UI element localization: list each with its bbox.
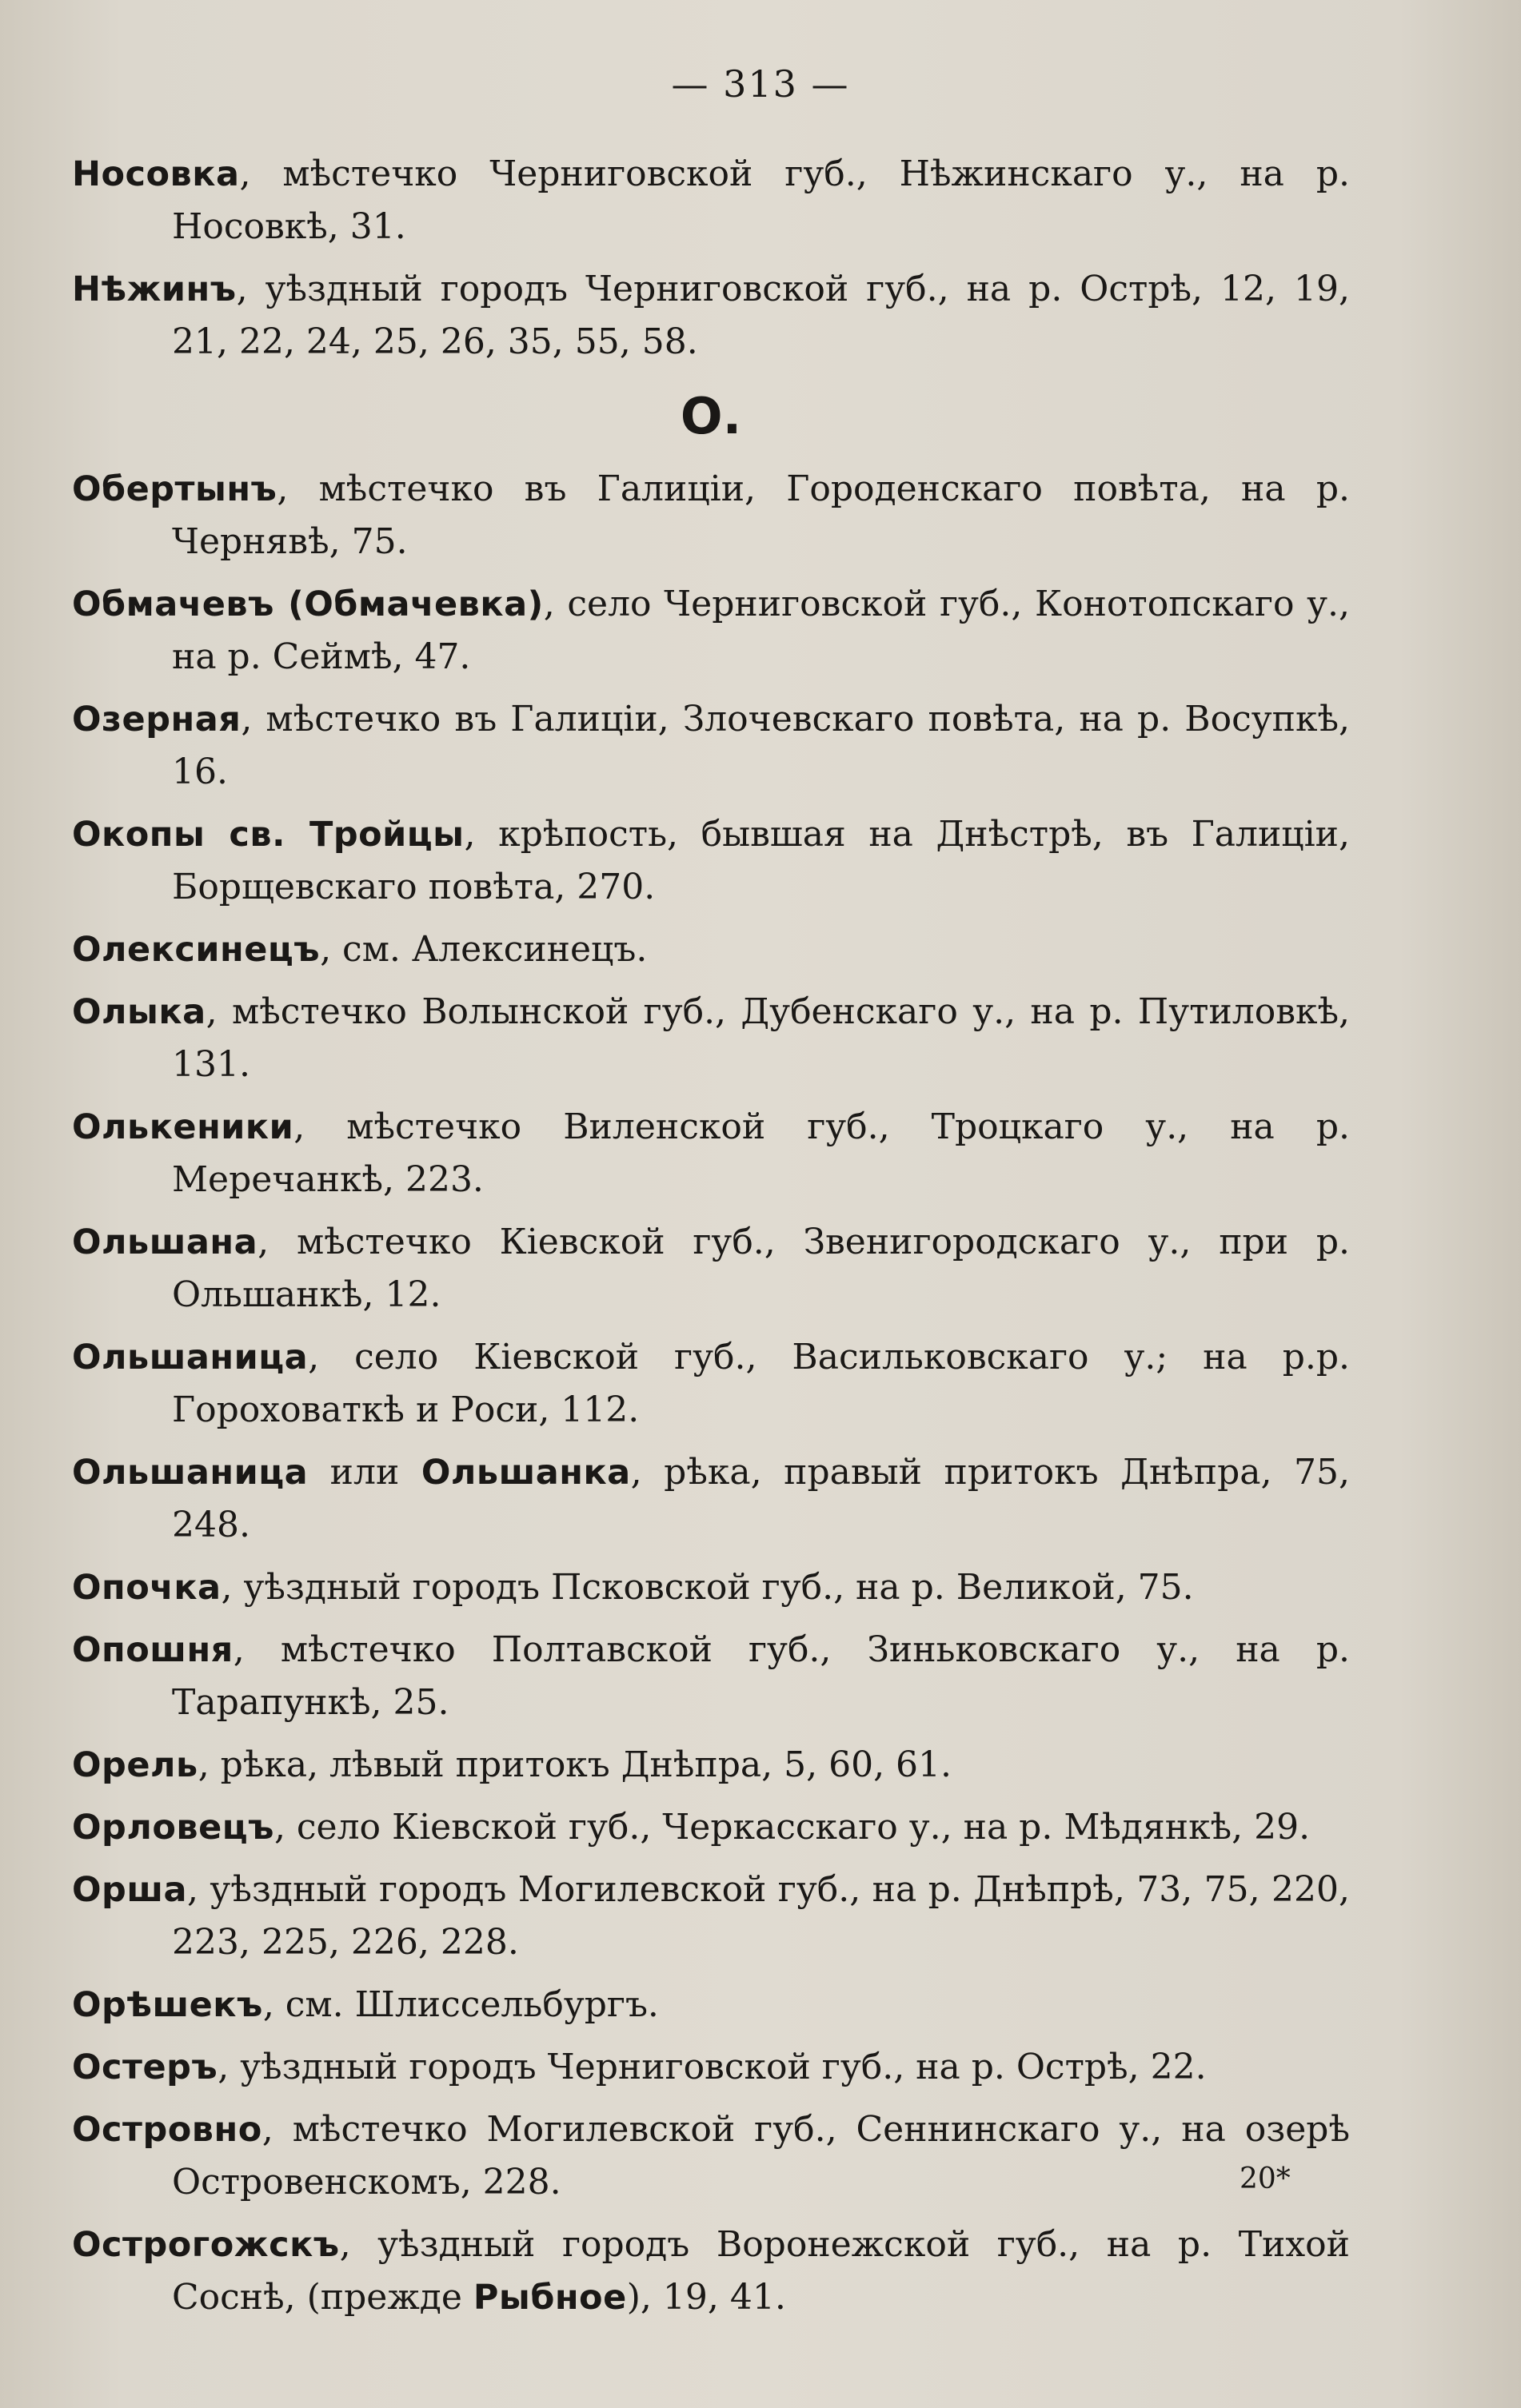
entry-description: , мѣстечко Виленской губ., Троцкаго у., на р. Меречанкѣ, 223. — [172, 1106, 1350, 1200]
entry-description: , крѣпость, бывшая на Днѣстрѣ, въ Галиціи, Борщевскаго повѣта, 270. — [172, 814, 1350, 907]
index-entry — [72, 1801, 1350, 1854]
index-entry — [72, 1561, 1350, 1614]
index-entry — [72, 263, 1350, 369]
index-entry — [72, 808, 1350, 914]
entry-description: , село Кіевской губ., Черкасскаго у., на р. Мѣдянкѣ, 29. — [273, 1807, 1311, 1848]
index-entry — [72, 1624, 1350, 1729]
entry-description: , село Кіевской губ., Васильковскаго у.; на р.р. Гороховаткѣ и Роси, 112. — [172, 1337, 1350, 1430]
index-entry — [72, 923, 1350, 976]
entry-description: , уѣздный городъ Псковской губ., на р. Великой, 75. — [221, 1567, 1194, 1608]
entry-headword: Орель — [72, 1745, 198, 1785]
entry-headword: Олексинецъ — [72, 930, 321, 970]
entries-before-section — [72, 148, 1350, 369]
entry-description: , уѣздный городъ Воронежской губ., на р. Тихой Соснѣ, (прежде — [172, 2224, 1350, 2318]
entry-headword-secondary: Рыбное — [473, 2278, 627, 2318]
page-number: — 313 — — [671, 62, 850, 106]
index-entry — [72, 578, 1350, 684]
entry-headword: Ольшаница — [72, 1453, 309, 1493]
index-entry — [72, 2041, 1350, 2094]
entry-description: , мѣстечко въ Галиціи, Городенскаго повѣта, на р. Чернявѣ, 75. — [172, 468, 1350, 562]
index-entry — [72, 463, 1350, 568]
entry-headword: Озерная — [72, 700, 242, 740]
entry-headword: Орша — [72, 1870, 188, 1910]
entry-headword: Олыка — [72, 992, 206, 1032]
index-entry — [72, 693, 1350, 799]
entry-headword: Окопы св. Тройцы — [72, 815, 465, 855]
entry-description: , рѣка, лѣвый притокъ Днѣпра, 5, 60, 61. — [198, 1744, 952, 1785]
entry-headword: Нѣжинъ — [72, 269, 237, 309]
entry-description-continued: , рѣка, правый притокъ Днѣпра, 75, 248. — [172, 1452, 1351, 1545]
index-entry — [72, 1979, 1350, 2031]
entry-description: , мѣстечко Могилевской губ., Сеннинскаго у., на озерѣ Островенскомъ, 228. — [172, 2109, 1350, 2203]
entry-headword: Орловецъ — [72, 1808, 274, 1848]
entry-headword: Обмачевъ (Обмачевка) — [72, 584, 544, 624]
entry-headword: Носовка — [72, 154, 240, 194]
entry-description-continued: ), 19, 41. — [626, 2277, 786, 2318]
index-entry — [72, 148, 1350, 253]
entry-description: , мѣстечко Кіевской губ., Звенигородскаго у., при р. Ольшанкѣ, 12. — [172, 1222, 1350, 1315]
entry-headword: Ольшана — [72, 1222, 258, 1262]
entry-description: , мѣстечко въ Галиціи, Злочевскаго повѣта, на р. Восупкѣ, 16. — [172, 699, 1350, 792]
index-entry — [72, 986, 1350, 1091]
index-entries — [72, 148, 1350, 2334]
entry-description: , мѣстечко Черниговской губ., Нѣжинскаго у., на р. Носовкѣ, 31. — [172, 153, 1350, 247]
index-entry — [72, 1739, 1350, 1792]
index-entry — [72, 1101, 1350, 1206]
index-entry — [72, 2219, 1350, 2324]
entry-headword: Острогожскъ — [72, 2225, 340, 2265]
entry-headword: Опошня — [72, 1630, 234, 1670]
index-entry — [72, 1216, 1350, 1322]
index-entry — [72, 1331, 1350, 1437]
entry-headword: Обертынъ — [72, 469, 277, 509]
entry-description: , село Черниговской губ., Конотопскаго у., на р. Сеймѣ, 47. — [172, 584, 1350, 677]
entry-headword: Опочка — [72, 1568, 222, 1608]
entry-headword: Ольшаница — [72, 1338, 309, 1377]
entry-description: , см. Шлиссельбургъ. — [262, 1984, 659, 2025]
entry-headword-secondary: Ольшанка — [421, 1453, 631, 1493]
entry-description: , мѣстечко Волынской губ., Дубенскаго у., на р. Путиловкѣ, 131. — [172, 991, 1350, 1085]
index-entry — [72, 2103, 1350, 2209]
entry-description: , мѣстечко Полтавской губ., Зиньковскаго у., на р. Тарапункѣ, 25. — [172, 1629, 1350, 1723]
entry-description: , уѣздный городъ Черниговской губ., на р. Острѣ, 12, 19, 21, 22, 24, 25, 26, 35, 55, 58. — [172, 269, 1350, 362]
index-entry — [72, 1864, 1350, 1969]
entry-description: , уѣздный городъ Черниговской губ., на р. Острѣ, 22. — [218, 2047, 1207, 2087]
entry-headword: Олькеники — [72, 1107, 294, 1147]
section-letter-heading: О. — [680, 387, 742, 445]
printer-signature-mark: 20* — [1240, 2163, 1291, 2195]
entry-description: или — [308, 1452, 421, 1493]
index-entry — [72, 1446, 1350, 1552]
entry-description: , уѣздный городъ Могилевской губ., на р. Днѣпрѣ, 73, 75, 220, 223, 225, 226, 228. — [172, 1869, 1350, 1963]
entry-description: , см. Алексинецъ. — [320, 929, 648, 970]
entry-headword: Орѣшекъ — [72, 1985, 263, 2025]
entry-headword: Остеръ — [72, 2047, 218, 2087]
entry-headword: Островно — [72, 2110, 262, 2150]
entries-section-o — [72, 463, 1350, 2324]
